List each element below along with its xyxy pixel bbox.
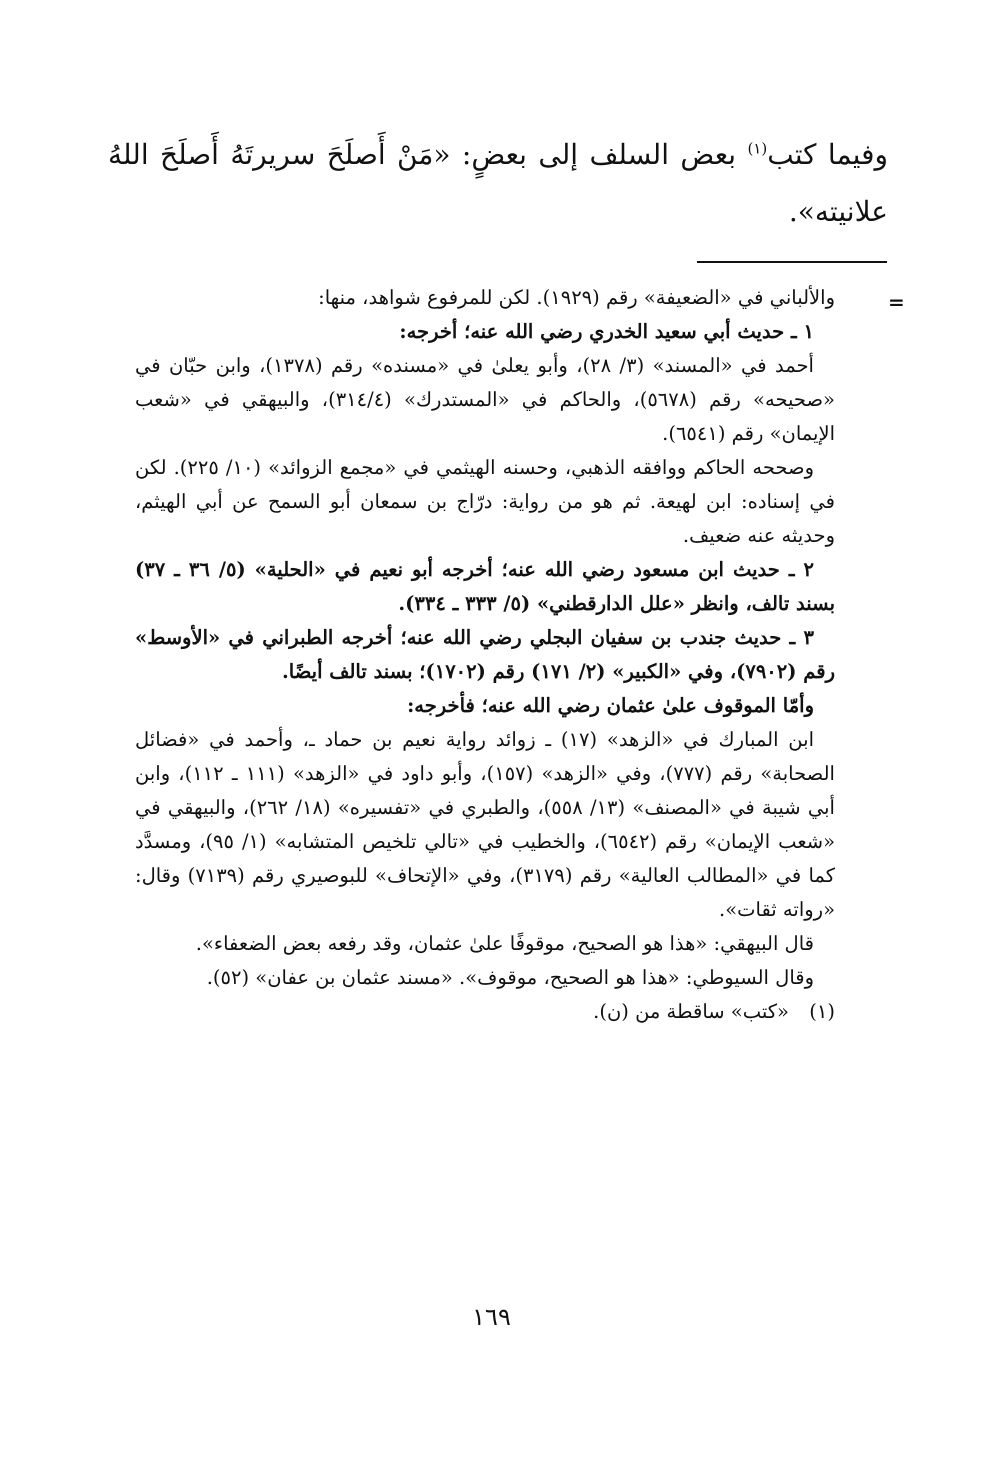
footnote-paragraph: ابن المبارك في «الزهد» (١٧) ـ زوائد رواية نعيم بن حماد ـ، وأحمد في «فضائل الصحابة» رقم (٧٧٧)، وفي «الزهد» (١٥٧)، وأبو داود في «الزهد» (١١١ ـ ١١٢)، وابن أبي شيبة في «المصنف» (١٣/ ٥٥٨)، والطبري في «تفسيره» (١٨/ ٢٦٢)، والبيهقي في «شعب الإيمان» رقم (٦٥٤٢)، والخطيب في «تالي تلخيص المتشابه» (١/ ٩٥)، ومسدَّد كما في «المطالب العالية» رقم (٣١٧٩)، وفي «الإتحاف» للبوصيري رقم (٧١٣٩) وقال: «رواته ثقات». xyxy=(135,728,835,921)
main-text-after: بعض السلف إلى بعضٍ: «مَنْ أَصلَحَ سريرتَهُ أَصلَحَ اللهُ علانيته». xyxy=(108,138,888,228)
footnotes-section xyxy=(135,281,835,1029)
main-text-before: وفيما كتب xyxy=(767,138,888,171)
footnote-reference[interactable]: (١) xyxy=(747,139,768,158)
footnote-paragraph: وقال السيوطي: «هذا هو الصحيح، موقوف». «مسند عثمان بن عفان» (٥٢). xyxy=(206,966,814,989)
footnote-separator xyxy=(697,261,887,263)
footnote-paragraph xyxy=(135,621,835,689)
footnote-paragraph xyxy=(135,689,835,723)
footnote-paragraph xyxy=(135,553,835,621)
footnote-paragraph: أحمد في «المسند» (٣/ ٢٨)، وأبو يعلىٰ في «مسنده» رقم (١٣٧٨)، وابن حبّان في «صحيحه» رقم (٥٦٧٨)، والحاكم في «المستدرك» (٣١٤/٤)، والبيهقي في «شعب الإيمان» رقم (٦٥٤١). xyxy=(135,354,835,445)
footnote-heading: ٢ ـ حديث ابن مسعود رضي الله عنه؛ أخرجه أبو نعيم في «الحلية» (٥/ ٣٦ ـ ٣٧) بسند تالف، وانظر «علل الدارقطني» (٥/ ٣٣٣ ـ ٣٣٤). xyxy=(135,558,835,615)
footnote-note-text: «كتب» ساقطة من (ن). xyxy=(593,1000,789,1023)
footnote-paragraph: وصححه الحاكم ووافقه الذهبي، وحسنه الهيثمي في «مجمع الزوائد» (١٠/ ٢٢٥). لكن في إسناده: ابن لهيعة. ثم هو من رواية: درّاج بن سمعان أبو السمح عن أبي الهيثم، وحديثه عنه ضعيف. xyxy=(135,456,835,547)
footnote-heading: ٣ ـ حديث جندب بن سفيان البجلي رضي الله عنه؛ أخرجه الطبراني في «الأوسط» رقم (٧٩٠٢)، وفي «الكبير» (٢/ ١٧١) رقم (١٧٠٢)؛ بسند تالف أيضًا. xyxy=(135,626,835,683)
continuation-mark: = xyxy=(888,290,905,314)
footnote-heading: وأمّا الموقوف علىٰ عثمان رضي الله عنه؛ فأخرجه: xyxy=(407,694,814,717)
footnote-paragraph: والألباني في «الضعيفة» رقم (١٩٢٩). لكن للمرفوع شواهد، منها: xyxy=(318,286,835,309)
footnote-paragraph: قال البيهقي: «هذا هو الصحيح، موقوفًا علىٰ عثمان، وقد رفعه بعض الضعفاء». xyxy=(195,932,814,955)
footnote-paragraph xyxy=(135,315,835,349)
footnote-note xyxy=(135,995,835,1029)
page-number: ١٦٩ xyxy=(472,1303,511,1331)
footnote-heading: ١ ـ حديث أبي سعيد الخدري رضي الله عنه؛ أخرجه: xyxy=(399,320,814,343)
main-paragraph xyxy=(108,126,888,240)
footnote-number: (١) xyxy=(809,1000,835,1023)
